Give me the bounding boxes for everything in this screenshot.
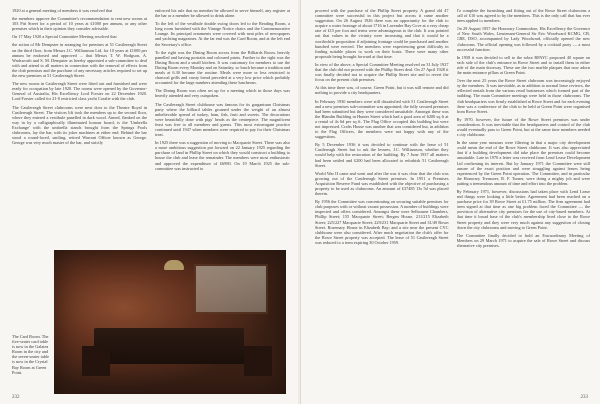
- paragraph: To complete the furnishing and fitting out of the Rowe Street clubrooms a call of £10 was agreed to by the members. This is the only call that has ever been applied to members.: [456, 8, 590, 24]
- photo-chair: [244, 346, 272, 376]
- paragraph: To the right was the Dining Room across from the Billiards Room, heavily panelled and having portraits and coloured prints. Further to the right was the Dining Room and a small kitchen. It was customary for members to use the Dining Room every Monday and on Saturday, so lunch became a tradition and meals at 6.30 became the routine. Meals were more or less restricted to charcoal grills and crusty bread preceded at a very low price which probably accounted for the large numbers attending these luncheons.: [155, 49, 290, 86]
- paragraph: In February 1930 members were still dissatisfied with 51 Castlereagh Street and a new premises sub-committee was appointed; the fully secured premises had been submitted but they were considered unsuitable. Amongst these was the Blandin Building in Hunter Street which had a good area of 6200 sq ft at a rental of 4s 6d per sq ft. The Flag Office occupied this building but were not impressed. Crafts House was another that was considered but, in addition to the Flag Officers, the members were not happy with any of the suggestions.: [315, 98, 449, 140]
- paragraph: By 1956 the Committee was concentrating on securing suitable premises for club purposes with or without vacant possession. A number of buildings were inspected and offers considered. Amongst these were Selbourne Chambers, Phillip Street; 155 Macquarie Street; Bergen House, 211/215 Elizabeth Street; 225/227 Macquarie Street; 229/231 Macquarie Street and 31/49 Bown Street. Rosemary House in Elizabeth Bay; and a site near the present CYC clubhouse were also considered. After much negotiation the club's offer for the Rowe Street property was accepted. The lease of 51 Castlereagh Street was reduced to a term expiring 30 October 1959.: [315, 199, 449, 245]
- paragraph: In view of the above, a Special Committee Meeting resolved on 31 July 1927 that the club did not proceed with the Phillip Street deal. On 27 April 1928 it was finally decided not to acquire the Phillip Street site and to revert the focus on the present club premises.: [315, 61, 449, 83]
- paragraph: Over the next 25 years the Rowe Street clubroom was increasingly enjoyed by the members. It was inevitable, as in addition to normal lease reviews, the reflected rentals from the various retail businesses which formed part of the building. The main Committee meetings were held in those clubrooms. The club headquarters was firmly established at Rowe Street and for each evening there was a conference of the club to be held at Green Point were organised from Rowe Street.: [456, 78, 590, 114]
- photo-chair: [82, 346, 110, 376]
- paragraph: 1920 at a general meeting of members it was resolved that: [12, 8, 113, 13]
- paragraph: The Castlereagh Street clubrooms were next door to the Theatre Royal in Castlereagh Street. The visitors lift took the members up to the second floor, where they entered a vestibule panelled in dark wood. Aimed, flanked on the way in by a calligraphically illuminated honour board, is the 'Umbrella Exchange' with the umbrella stands brought from the Springs Pools clubrooms, lay the bar, with its joker machines at either end. Behind the bar stood a round-faced, smiling, retired Warrant Officer known as George. George was very much master of the bar, and strictly: [12, 104, 147, 146]
- photo-window: [194, 264, 268, 314]
- paragraph: the members approve the Committee's recommendation to rent new rooms at 103 Pitt Street for a period of 10 years at £1000 per annum, or any other premises which in their opinion they consider advisable.: [12, 16, 147, 32]
- right-page-column-1: [315, 8, 449, 390]
- right-page-column-2: [457, 8, 591, 390]
- paragraph: In 1925 there was a suggestion of moving to Macquarie Street. There was also a more ambitious suggestion put forward on 22 January 1925 regarding the purchase of land in Phillip Street on which they would construct a building to house the club and lease the remainder. The members were most enthusiastic and approved the expenditure of £6980. On 19 March 1925 the sub-committee was instructed to: [155, 140, 290, 171]
- page-number-right: 233: [580, 395, 588, 400]
- paragraph: The Committee finally decided to hold an Extraordinary Meeting of Members on 29 March 1971 to acquire the sale of Rowe Street and discuss alternative city premises.: [456, 232, 590, 248]
- paragraph: The Castlereagh Street clubhouse was famous for its gargantuan Christmas party where the billiard tables groaned under the weight of an almost unbelievable spread of turkey, ham, fish, fruit and sweets. The decorations were beautifully done with pigs' heads as the centrepiece. The magnificent feast was free to all members and guests. This most extravagant practice continued until 1947 when members were required to pay for their Christmas treat.: [155, 101, 290, 138]
- paragraph: In the same year rumours were filtering in that a major city development could mean the end of the Rowe Street clubhouse. It was also appreciated that if a building development did take place the premises could become unsuitable. Late in 1970 a letter was received from Lend Lease Development Ltd confirming its interest. But by January 1971 the Committee were still unsure of the exact position and were struggling against leases being experienced by the Green Point operation. The Committee, and in particular the Honorary Treasurer, R. F. Turner, were doing a mighty job and were putting a tremendous amount of time and effort into the problem.: [456, 140, 590, 186]
- paragraph: proceed with the purchase of the Phillip Street property. A grand old 47 committee were successful in this project but across it came another suggestion. On 26 August 1926 there was an opportunity for the club to acquire a water frontage of about 1716 in Lavender Bay Cove at a very cheap rate of £15 per foot and terms were advantageous to the club. It was pointed out that values in the vicinity were increasing and that it would be a worthwhile proposition if adjoining frontage could be purchased and another hundred were erected. The members were experiencing great difficulty in finding suitable places to work on their boats. There were many other proposals being brought forward at that time.: [315, 8, 449, 59]
- photo-card-table: [94, 328, 244, 364]
- right-page: [300, 0, 600, 404]
- paragraph: By 5 December 1936 it was decided to continue with the lease of 51 Castlereagh Street but to ask the lessees, J.C. Williamson, whether they would help with the restoration of the building. By 7 June 1937 all matters had been settled and £200 had been allocated to refurbish 51 Castlereagh Street.: [315, 142, 449, 168]
- paragraph: On 17 May 1920 a Special Committee Meeting resolved that: [12, 34, 117, 40]
- paragraph: To the left of the vestibule double swing doors led to the Reading Room, a long room furnished with the Vintage Notice chairs and the Commemorative Lounge. Its principal ornaments were covered with neat piles of newspapers and yachting magazines. At the far end was the Card Room, and at the left end the Secretary's office.: [155, 21, 290, 47]
- paragraph: In 1958 it was decided to sell to the robot RPAYC proposed 40 square on each side of the club's entrance in Rowe Street and to install them in either side of the main doorway. These are the two marble plaques that now adorn the main entrance pillars at Green Point.: [456, 54, 590, 76]
- paragraph: By 1970, however, the future of the Rowe Street premises was under consideration. It was inevitable that the headquarters and control of the club would eventually pass to Green Point, but at the same time members needed a city clubhouse.: [456, 116, 590, 138]
- card-room-photo: [54, 250, 286, 394]
- paragraph: The Dining Room was often set up for a meeting which in those days was heavily attended and very outspoken.: [155, 88, 290, 99]
- paragraph: the action of Mr Dempster in arranging for premises at 51 Castlereagh Street on the third floor, from Messrs J.C. Williamson Ltd, for 10 years at £1000 per annum be endorsed and approved ... that Messrs T. W. Hodgson, A. Wadsworth and S. M. Dempster as hereby appointed a sub-committee to deal with and attend to all matters in connection with the removal of effects from the club premises and the purchase of any necessary articles required to set up the new premises at 51 Castlereagh Street.: [12, 42, 147, 79]
- paragraph: At this time there was, of course, Green Point, but it was still remote and did nothing to provide a city headquarters.: [315, 85, 449, 96]
- page-number-left: 232: [12, 395, 20, 400]
- paragraph: enforced his rule that no member be allowed to serve himself, any register at the bar or a member be allowed to drink alone.: [155, 8, 290, 19]
- paragraph: The new rooms in Castlereagh Street were fitted out and furnished and were ready for occupation by late 1920. The rooms were opened by the Governor-General of Australia, His Excellency Lord Forster on 22 December 1920. Lord Forster called for 21-0 restricted class yacht Coralie with the club.: [12, 81, 147, 102]
- paragraph: World War II came and went and after the war it was clear that the club was growing out of the Castlereagh Street premises. In 1951 a Premises Acquisition Reserve Fund was established with the objective of purchasing a property to be used as clubrooms. An amount of £37485 13s 5d was placed therein.: [315, 170, 449, 197]
- photo-caption: The Card Room. The five-seater card table is now in the Galatea Room in the city and the seven-seater table is now in the Crystal Bay Room at Green Point.: [12, 334, 49, 375]
- photo-lamp: [164, 260, 184, 270]
- paragraph: By February 1971, however, discussions had taken place with Lend Lease and things were looking a little better. Agreement had been reached on a purchase price for 39 Rowe Street at £1.75 million. The firm agreement had been signed at that time as one big problem faced the Committee — the provision of alternative city premises for the use of city-based members. At that time it broad base of the club's membership lived close to the Rowe Street property and they were very much against any suggestion of closing down the city clubrooms and moving to Green Point.: [456, 189, 590, 230]
- paragraph: On 29 August 1957 the Honorary Commodore, His Excellency the Governor of New South Wales, Lieutenant-General Sir Eric Woodward KCMG, CB, CBE, DSO, accompanied by Lady Woodward, officially opened the new clubrooms. The official opening was followed by a cocktail party — a most successful function.: [456, 26, 590, 52]
